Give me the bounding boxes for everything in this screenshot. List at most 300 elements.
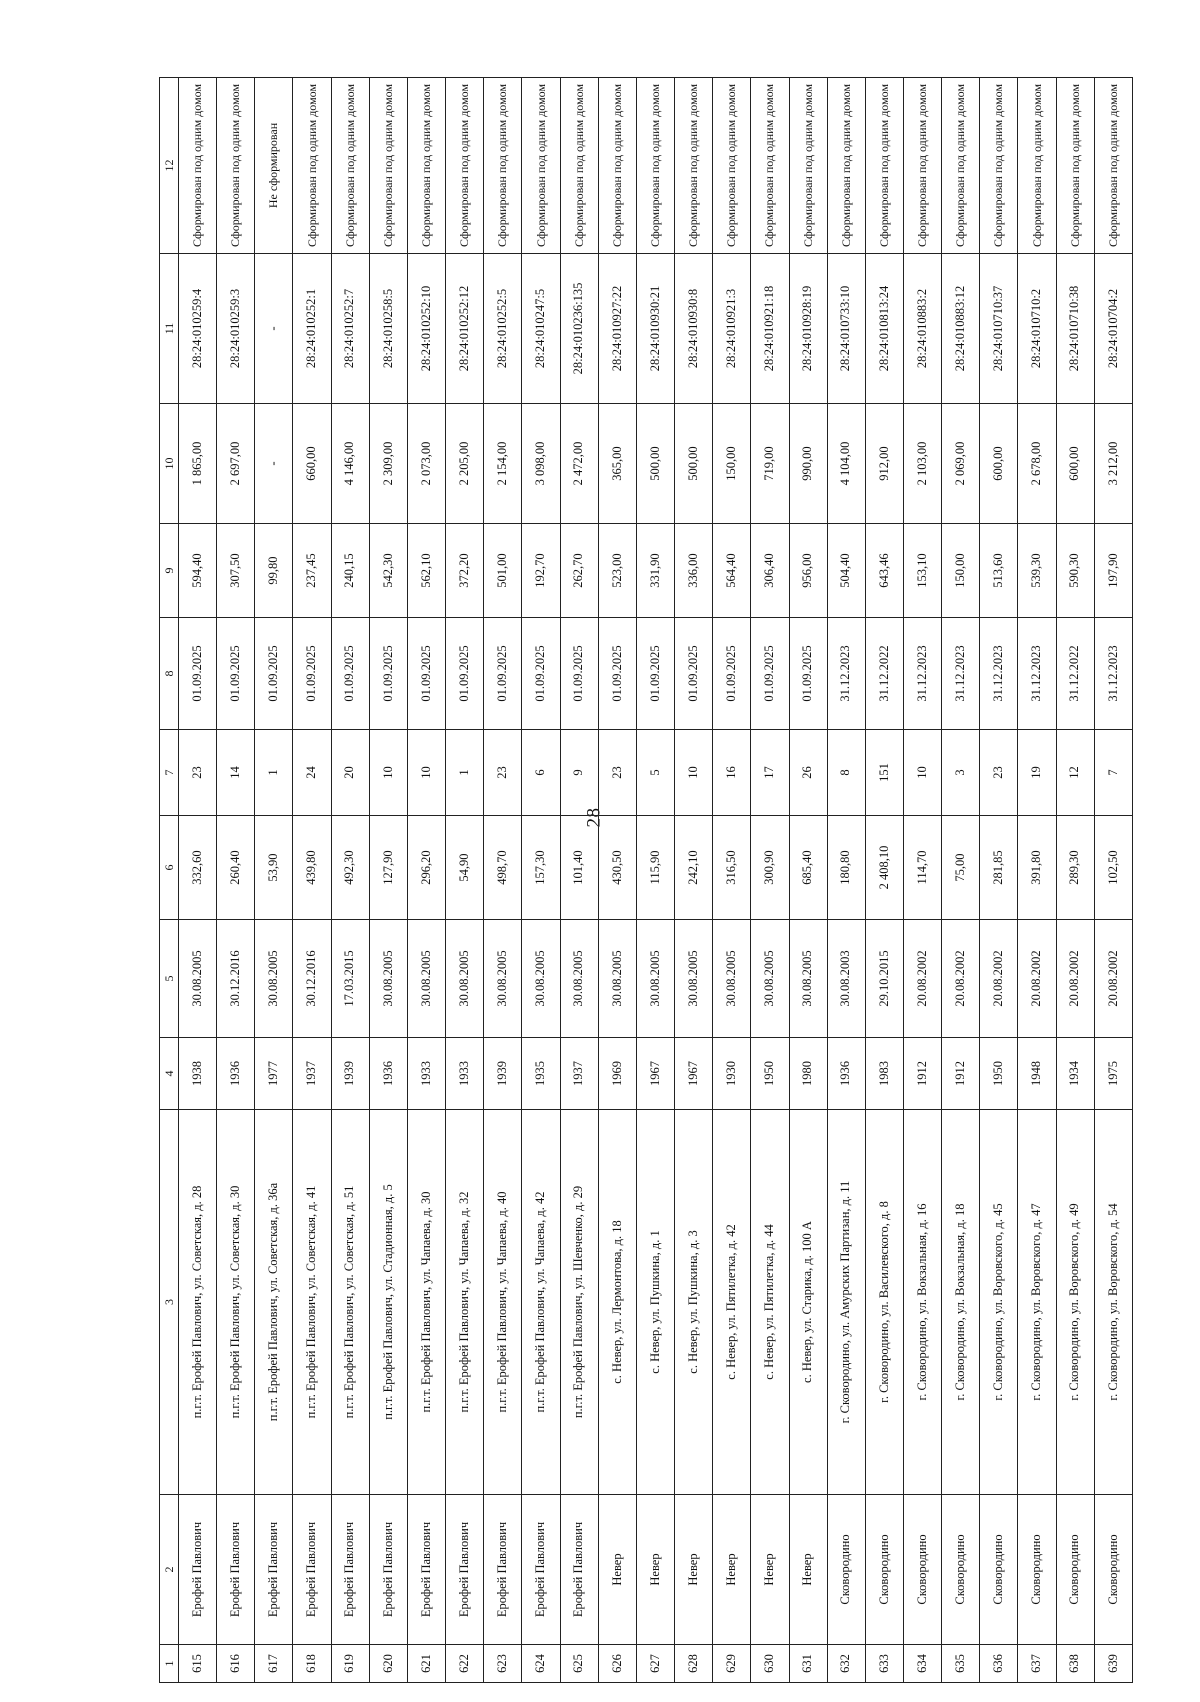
residents-count-cell: 14 — [217, 730, 255, 816]
area-value-cell: 513,60 — [980, 524, 1018, 618]
municipality-cell: Сковородино — [1094, 1495, 1132, 1645]
residents-count-cell: 26 — [789, 730, 827, 816]
area-value-cell: 504,40 — [827, 524, 865, 618]
living-area-cell: 102,50 — [1094, 816, 1132, 920]
recognition-date-cell: 20.08.2002 — [942, 920, 980, 1038]
address-cell: с. Невер, ул. Старика, д. 100 А — [789, 1110, 827, 1495]
housing-registry-table — [159, 77, 1133, 1683]
table-row — [1056, 78, 1094, 1683]
plot-area-cell: - — [255, 404, 293, 524]
recognition-date-cell: 17.03.2015 — [331, 920, 369, 1038]
residents-count-cell: 10 — [903, 730, 941, 816]
plot-status-cell: Сформирован под одним домом — [407, 78, 445, 254]
column-header: 6 — [160, 816, 179, 920]
resettlement-deadline-cell: 01.09.2025 — [636, 618, 674, 730]
residents-count-cell: 10 — [407, 730, 445, 816]
area-value-cell: 539,30 — [1018, 524, 1056, 618]
municipality-cell: Ерофей Павлович — [179, 1495, 217, 1645]
row-number-cell: 635 — [942, 1645, 980, 1683]
table-row — [522, 78, 560, 1683]
area-value-cell: 150,00 — [942, 524, 980, 618]
row-number-cell: 623 — [484, 1645, 522, 1683]
table-row — [560, 78, 598, 1683]
plot-status-cell: Сформирован под одним домом — [484, 78, 522, 254]
year-built-cell: 1938 — [179, 1038, 217, 1110]
area-value-cell: 153,10 — [903, 524, 941, 618]
living-area-cell: 332,60 — [179, 816, 217, 920]
cadastral-number-cell: 28:24:010252:10 — [407, 254, 445, 404]
address-cell: п.г.т. Ерофей Павлович, ул. Чапаева, д. 42 — [522, 1110, 560, 1495]
area-value-cell: 336,00 — [675, 524, 713, 618]
plot-area-cell: 2 103,00 — [903, 404, 941, 524]
resettlement-deadline-cell: 01.09.2025 — [331, 618, 369, 730]
municipality-cell: Сковородино — [865, 1495, 903, 1645]
row-number-cell: 634 — [903, 1645, 941, 1683]
recognition-date-cell: 20.08.2002 — [903, 920, 941, 1038]
plot-status-cell: Сформирован под одним домом — [751, 78, 789, 254]
plot-area-cell: 500,00 — [675, 404, 713, 524]
recognition-date-cell: 30.12.2016 — [293, 920, 331, 1038]
row-number-cell: 617 — [255, 1645, 293, 1683]
table-row — [331, 78, 369, 1683]
plot-status-cell: Сформирован под одним домом — [903, 78, 941, 254]
cadastral-number-cell: - — [255, 254, 293, 404]
municipality-cell: Ерофей Павлович — [560, 1495, 598, 1645]
residents-count-cell: 10 — [369, 730, 407, 816]
plot-area-cell: 600,00 — [1056, 404, 1094, 524]
recognition-date-cell: 30.08.2005 — [446, 920, 484, 1038]
recognition-date-cell: 20.08.2002 — [1018, 920, 1056, 1038]
area-value-cell: 237,45 — [293, 524, 331, 618]
table-row — [484, 78, 522, 1683]
year-built-cell: 1977 — [255, 1038, 293, 1110]
plot-area-cell: 660,00 — [293, 404, 331, 524]
cadastral-number-cell: 28:24:010704:2 — [1094, 254, 1132, 404]
plot-status-cell: Сформирован под одним домом — [1094, 78, 1132, 254]
row-number-cell: 628 — [675, 1645, 713, 1683]
living-area-cell: 296,20 — [407, 816, 445, 920]
cadastral-number-cell: 28:24:010259:4 — [179, 254, 217, 404]
cadastral-number-cell: 28:24:010252:5 — [484, 254, 522, 404]
row-number-cell: 625 — [560, 1645, 598, 1683]
residents-count-cell: 23 — [484, 730, 522, 816]
municipality-cell: Сковородино — [827, 1495, 865, 1645]
residents-count-cell: 1 — [255, 730, 293, 816]
plot-area-cell: 2 205,00 — [446, 404, 484, 524]
residents-count-cell: 23 — [980, 730, 1018, 816]
plot-area-cell: 500,00 — [636, 404, 674, 524]
living-area-cell: 300,90 — [751, 816, 789, 920]
row-number-cell: 632 — [827, 1645, 865, 1683]
resettlement-deadline-cell: 31.12.2023 — [903, 618, 941, 730]
year-built-cell: 1975 — [1094, 1038, 1132, 1110]
plot-status-cell: Не сформирован — [255, 78, 293, 254]
year-built-cell: 1950 — [980, 1038, 1018, 1110]
recognition-date-cell: 30.08.2005 — [636, 920, 674, 1038]
area-value-cell: 562,10 — [407, 524, 445, 618]
living-area-cell: 289,30 — [1056, 816, 1094, 920]
table-row — [598, 78, 636, 1683]
recognition-date-cell: 30.08.2005 — [713, 920, 751, 1038]
row-number-cell: 639 — [1094, 1645, 1132, 1683]
year-built-cell: 1948 — [1018, 1038, 1056, 1110]
resettlement-deadline-cell: 01.09.2025 — [598, 618, 636, 730]
year-built-cell: 1933 — [446, 1038, 484, 1110]
address-cell: с. Невер, ул. Пятилетка, д. 42 — [713, 1110, 751, 1495]
plot-area-cell: 4 104,00 — [827, 404, 865, 524]
cadastral-number-cell: 28:24:010258:5 — [369, 254, 407, 404]
recognition-date-cell: 30.08.2005 — [522, 920, 560, 1038]
year-built-cell: 1912 — [903, 1038, 941, 1110]
living-area-cell: 242,10 — [675, 816, 713, 920]
residents-count-cell: 8 — [827, 730, 865, 816]
cadastral-number-cell: 28:24:010883:2 — [903, 254, 941, 404]
resettlement-deadline-cell: 01.09.2025 — [675, 618, 713, 730]
year-built-cell: 1937 — [560, 1038, 598, 1110]
table-row — [827, 78, 865, 1683]
area-value-cell: 240,15 — [331, 524, 369, 618]
living-area-cell: 391,80 — [1018, 816, 1056, 920]
resettlement-deadline-cell: 31.12.2022 — [1056, 618, 1094, 730]
resettlement-deadline-cell: 01.09.2025 — [293, 618, 331, 730]
address-cell: с. Невер, ул. Лермонтова, д. 18 — [598, 1110, 636, 1495]
plot-area-cell: 912,00 — [865, 404, 903, 524]
plot-status-cell: Сформирован под одним домом — [713, 78, 751, 254]
plot-status-cell: Сформирован под одним домом — [827, 78, 865, 254]
living-area-cell: 75,00 — [942, 816, 980, 920]
row-number-cell: 638 — [1056, 1645, 1094, 1683]
address-cell: г. Сковородино, ул. Василевского, д. 8 — [865, 1110, 903, 1495]
table-row — [751, 78, 789, 1683]
living-area-cell: 316,50 — [713, 816, 751, 920]
cadastral-number-cell: 28:24:010252:12 — [446, 254, 484, 404]
plot-area-cell: 3 212,00 — [1094, 404, 1132, 524]
cadastral-number-cell: 28:24:010247:5 — [522, 254, 560, 404]
cadastral-number-cell: 28:24:010733:10 — [827, 254, 865, 404]
resettlement-deadline-cell: 01.09.2025 — [560, 618, 598, 730]
municipality-cell: Ерофей Павлович — [369, 1495, 407, 1645]
table-row — [217, 78, 255, 1683]
year-built-cell: 1933 — [407, 1038, 445, 1110]
resettlement-deadline-cell: 01.09.2025 — [522, 618, 560, 730]
recognition-date-cell: 30.08.2005 — [560, 920, 598, 1038]
cadastral-number-cell: 28:24:010928:19 — [789, 254, 827, 404]
living-area-cell: 281,85 — [980, 816, 1018, 920]
municipality-cell: Ерофей Павлович — [407, 1495, 445, 1645]
resettlement-deadline-cell: 31.12.2022 — [865, 618, 903, 730]
residents-count-cell: 7 — [1094, 730, 1132, 816]
living-area-cell: 54,90 — [446, 816, 484, 920]
row-number-cell: 616 — [217, 1645, 255, 1683]
area-value-cell: 590,30 — [1056, 524, 1094, 618]
address-cell: п.г.т. Ерофей Павлович, ул. Советская, д. 41 — [293, 1110, 331, 1495]
resettlement-deadline-cell: 31.12.2023 — [1094, 618, 1132, 730]
residents-count-cell: 151 — [865, 730, 903, 816]
living-area-cell: 53,90 — [255, 816, 293, 920]
year-built-cell: 1967 — [636, 1038, 674, 1110]
table-row — [369, 78, 407, 1683]
year-built-cell: 1939 — [331, 1038, 369, 1110]
recognition-date-cell: 30.08.2005 — [789, 920, 827, 1038]
year-built-cell: 1936 — [827, 1038, 865, 1110]
year-built-cell: 1983 — [865, 1038, 903, 1110]
residents-count-cell: 10 — [675, 730, 713, 816]
area-value-cell: 523,00 — [598, 524, 636, 618]
address-cell: п.г.т. Ерофей Павлович, ул. Советская, д. 28 — [179, 1110, 217, 1495]
municipality-cell: Невер — [598, 1495, 636, 1645]
municipality-cell: Сковородино — [942, 1495, 980, 1645]
address-cell: п.г.т. Ерофей Павлович, ул. Шевченко, д. 29 — [560, 1110, 598, 1495]
table-row — [636, 78, 674, 1683]
residents-count-cell: 6 — [522, 730, 560, 816]
year-built-cell: 1939 — [484, 1038, 522, 1110]
area-value-cell: 643,46 — [865, 524, 903, 618]
area-value-cell: 306,40 — [751, 524, 789, 618]
plot-area-cell: 2 069,00 — [942, 404, 980, 524]
table-row — [789, 78, 827, 1683]
address-cell: г. Сковородино, ул. Воровского, д. 49 — [1056, 1110, 1094, 1495]
plot-status-cell: Сформирован под одним домом — [942, 78, 980, 254]
year-built-cell: 1950 — [751, 1038, 789, 1110]
resettlement-deadline-cell: 01.09.2025 — [713, 618, 751, 730]
cadastral-number-cell: 28:24:010921:18 — [751, 254, 789, 404]
row-number-cell: 622 — [446, 1645, 484, 1683]
column-header: 9 — [160, 524, 179, 618]
address-cell: п.г.т. Ерофей Павлович, ул. Советская, д. 30 — [217, 1110, 255, 1495]
address-cell: г. Сковородино, ул. Вокзальная, д. 18 — [942, 1110, 980, 1495]
column-header: 2 — [160, 1495, 179, 1645]
column-header: 5 — [160, 920, 179, 1038]
recognition-date-cell: 30.08.2005 — [598, 920, 636, 1038]
address-cell: г. Сковородино, ул. Вокзальная, д. 16 — [903, 1110, 941, 1495]
table-row — [713, 78, 751, 1683]
resettlement-deadline-cell: 01.09.2025 — [369, 618, 407, 730]
resettlement-deadline-cell: 01.09.2025 — [751, 618, 789, 730]
plot-status-cell: Сформирован под одним домом — [446, 78, 484, 254]
address-cell: г. Сковородино, ул. Воровского, д. 54 — [1094, 1110, 1132, 1495]
residents-count-cell: 16 — [713, 730, 751, 816]
residents-count-cell: 20 — [331, 730, 369, 816]
recognition-date-cell: 30.12.2016 — [217, 920, 255, 1038]
plot-area-cell: 2 678,00 — [1018, 404, 1056, 524]
plot-area-cell: 2 309,00 — [369, 404, 407, 524]
residents-count-cell: 17 — [751, 730, 789, 816]
resettlement-deadline-cell: 01.09.2025 — [484, 618, 522, 730]
resettlement-deadline-cell: 01.09.2025 — [407, 618, 445, 730]
municipality-cell: Сковородино — [903, 1495, 941, 1645]
living-area-cell: 492,30 — [331, 816, 369, 920]
address-cell: п.г.т. Ерофей Павлович, ул. Чапаева, д. 40 — [484, 1110, 522, 1495]
municipality-cell: Невер — [713, 1495, 751, 1645]
resettlement-deadline-cell: 01.09.2025 — [179, 618, 217, 730]
table-row — [1018, 78, 1056, 1683]
residents-count-cell: 24 — [293, 730, 331, 816]
plot-area-cell: 600,00 — [980, 404, 1018, 524]
plot-status-cell: Сформирован под одним домом — [217, 78, 255, 254]
row-number-cell: 630 — [751, 1645, 789, 1683]
table-row — [865, 78, 903, 1683]
residents-count-cell: 23 — [598, 730, 636, 816]
residents-count-cell: 23 — [179, 730, 217, 816]
area-value-cell: 501,00 — [484, 524, 522, 618]
resettlement-deadline-cell: 01.09.2025 — [217, 618, 255, 730]
row-number-cell: 624 — [522, 1645, 560, 1683]
cadastral-number-cell: 28:24:010259:3 — [217, 254, 255, 404]
row-number-cell: 633 — [865, 1645, 903, 1683]
municipality-cell: Ерофей Павлович — [484, 1495, 522, 1645]
plot-status-cell: Сформирован под одним домом — [1018, 78, 1056, 254]
recognition-date-cell: 30.08.2005 — [484, 920, 522, 1038]
address-cell: г. Сковородино, ул. Воровского, д. 45 — [980, 1110, 1018, 1495]
table-row — [293, 78, 331, 1683]
cadastral-number-cell: 28:24:010710:2 — [1018, 254, 1056, 404]
recognition-date-cell: 30.08.2005 — [255, 920, 293, 1038]
column-header: 7 — [160, 730, 179, 816]
year-built-cell: 1930 — [713, 1038, 751, 1110]
municipality-cell: Сковородино — [1018, 1495, 1056, 1645]
address-cell: с. Невер, ул. Пятилетка, д. 44 — [751, 1110, 789, 1495]
table-row — [903, 78, 941, 1683]
column-header: 3 — [160, 1110, 179, 1495]
resettlement-deadline-cell: 31.12.2023 — [1018, 618, 1056, 730]
area-value-cell: 99,80 — [255, 524, 293, 618]
table-row — [675, 78, 713, 1683]
column-header: 10 — [160, 404, 179, 524]
cadastral-number-cell: 28:24:010252:1 — [293, 254, 331, 404]
plot-area-cell: 990,00 — [789, 404, 827, 524]
living-area-cell: 260,40 — [217, 816, 255, 920]
column-header: 12 — [160, 78, 179, 254]
address-cell: п.г.т. Ерофей Павлович, ул. Советская, д. 36а — [255, 1110, 293, 1495]
area-value-cell: 594,40 — [179, 524, 217, 618]
municipality-cell: Ерофей Павлович — [446, 1495, 484, 1645]
year-built-cell: 1912 — [942, 1038, 980, 1110]
address-cell: п.г.т. Ерофей Павлович, ул. Чапаева, д. 30 — [407, 1110, 445, 1495]
resettlement-deadline-cell: 31.12.2023 — [980, 618, 1018, 730]
plot-status-cell: Сформирован под одним домом — [369, 78, 407, 254]
living-area-cell: 498,70 — [484, 816, 522, 920]
plot-area-cell: 719,00 — [751, 404, 789, 524]
plot-status-cell: Сформирован под одним домом — [980, 78, 1018, 254]
recognition-date-cell: 20.08.2002 — [1094, 920, 1132, 1038]
cadastral-number-cell: 28:24:010236:135 — [560, 254, 598, 404]
cadastral-number-cell: 28:24:010710:37 — [980, 254, 1018, 404]
address-cell: г. Сковородино, ул. Амурских Партизан, д. 11 — [827, 1110, 865, 1495]
municipality-cell: Невер — [675, 1495, 713, 1645]
living-area-cell: 157,30 — [522, 816, 560, 920]
living-area-cell: 430,50 — [598, 816, 636, 920]
year-built-cell: 1936 — [369, 1038, 407, 1110]
year-built-cell: 1934 — [1056, 1038, 1094, 1110]
area-value-cell: 564,40 — [713, 524, 751, 618]
plot-status-cell: Сформирован под одним домом — [598, 78, 636, 254]
row-number-cell: 619 — [331, 1645, 369, 1683]
municipality-cell: Ерофей Павлович — [293, 1495, 331, 1645]
recognition-date-cell: 30.08.2005 — [675, 920, 713, 1038]
living-area-cell: 114,70 — [903, 816, 941, 920]
cadastral-number-cell: 28:24:010927:22 — [598, 254, 636, 404]
area-value-cell: 542,30 — [369, 524, 407, 618]
column-header: 1 — [160, 1645, 179, 1683]
year-built-cell: 1936 — [217, 1038, 255, 1110]
living-area-cell: 439,80 — [293, 816, 331, 920]
page-number: 28 — [583, 807, 605, 828]
column-header: 8 — [160, 618, 179, 730]
table-row — [942, 78, 980, 1683]
area-value-cell: 197,90 — [1094, 524, 1132, 618]
address-cell: п.г.т. Ерофей Павлович, ул. Советская, д. 51 — [331, 1110, 369, 1495]
row-number-cell: 618 — [293, 1645, 331, 1683]
year-built-cell: 1967 — [675, 1038, 713, 1110]
recognition-date-cell: 30.08.2005 — [179, 920, 217, 1038]
row-number-cell: 627 — [636, 1645, 674, 1683]
table-row — [179, 78, 217, 1683]
living-area-cell: 2 408,10 — [865, 816, 903, 920]
municipality-cell: Сковородино — [1056, 1495, 1094, 1645]
recognition-date-cell: 20.08.2002 — [980, 920, 1018, 1038]
row-number-cell: 637 — [1018, 1645, 1056, 1683]
plot-area-cell: 365,00 — [598, 404, 636, 524]
resettlement-deadline-cell: 31.12.2023 — [827, 618, 865, 730]
resettlement-deadline-cell: 01.09.2025 — [255, 618, 293, 730]
plot-area-cell: 2 697,00 — [217, 404, 255, 524]
residents-count-cell: 9 — [560, 730, 598, 816]
municipality-cell: Невер — [636, 1495, 674, 1645]
table-body — [179, 78, 1133, 1683]
area-value-cell: 262,70 — [560, 524, 598, 618]
municipality-cell: Ерофей Павлович — [217, 1495, 255, 1645]
recognition-date-cell: 30.08.2005 — [369, 920, 407, 1038]
resettlement-deadline-cell: 01.09.2025 — [446, 618, 484, 730]
residents-count-cell: 5 — [636, 730, 674, 816]
recognition-date-cell: 20.08.2002 — [1056, 920, 1094, 1038]
recognition-date-cell: 29.10.2015 — [865, 920, 903, 1038]
plot-status-cell: Сформирован под одним домом — [636, 78, 674, 254]
cadastral-number-cell: 28:24:010883:12 — [942, 254, 980, 404]
municipality-cell: Ерофей Павлович — [522, 1495, 560, 1645]
column-number-row — [160, 78, 179, 1683]
column-header: 4 — [160, 1038, 179, 1110]
year-built-cell: 1935 — [522, 1038, 560, 1110]
row-number-cell: 629 — [713, 1645, 751, 1683]
year-built-cell: 1969 — [598, 1038, 636, 1110]
area-value-cell: 331,90 — [636, 524, 674, 618]
plot-status-cell: Сформирован под одним домом — [560, 78, 598, 254]
plot-status-cell: Сформирован под одним домом — [865, 78, 903, 254]
municipality-cell: Невер — [751, 1495, 789, 1645]
table-row — [255, 78, 293, 1683]
residents-count-cell: 1 — [446, 730, 484, 816]
plot-area-cell: 2 154,00 — [484, 404, 522, 524]
cadastral-number-cell: 28:24:010930:21 — [636, 254, 674, 404]
area-value-cell: 192,70 — [522, 524, 560, 618]
row-number-cell: 620 — [369, 1645, 407, 1683]
year-built-cell: 1980 — [789, 1038, 827, 1110]
area-value-cell: 372,20 — [446, 524, 484, 618]
municipality-cell: Ерофей Павлович — [255, 1495, 293, 1645]
plot-status-cell: Сформирован под одним домом — [293, 78, 331, 254]
column-header: 11 — [160, 254, 179, 404]
row-number-cell: 631 — [789, 1645, 827, 1683]
living-area-cell: 127,90 — [369, 816, 407, 920]
row-number-cell: 615 — [179, 1645, 217, 1683]
table-row — [446, 78, 484, 1683]
address-cell: п.г.т. Ерофей Павлович, ул. Чапаева, д. 32 — [446, 1110, 484, 1495]
resettlement-deadline-cell: 31.12.2023 — [942, 618, 980, 730]
living-area-cell: 685,40 — [789, 816, 827, 920]
plot-area-cell: 150,00 — [713, 404, 751, 524]
recognition-date-cell: 30.08.2005 — [751, 920, 789, 1038]
